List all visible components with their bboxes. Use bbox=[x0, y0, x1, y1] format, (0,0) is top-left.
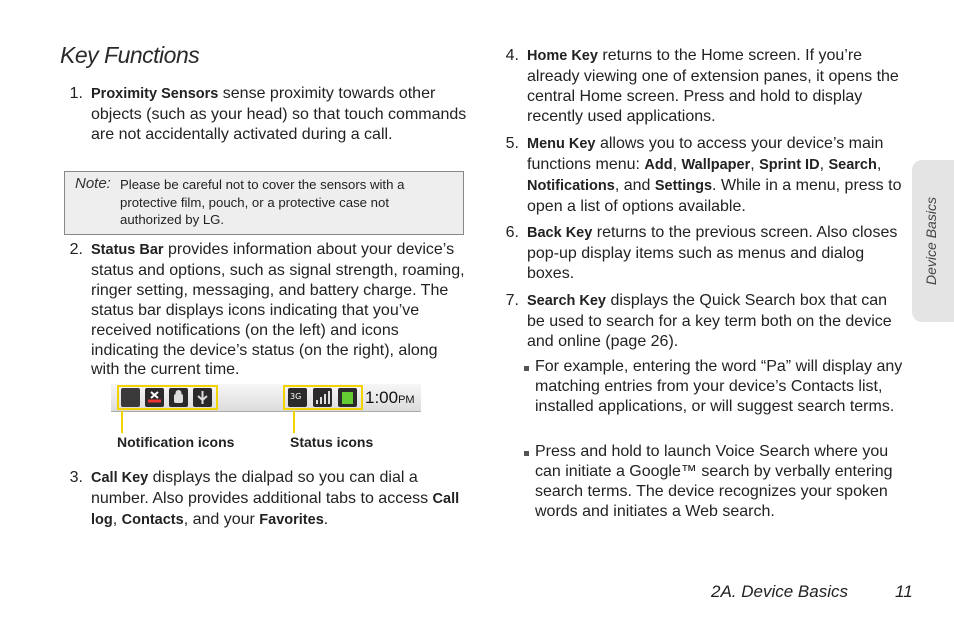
item-number: 2. bbox=[69, 241, 83, 258]
svg-text:3G: 3G bbox=[290, 392, 302, 401]
bullet-item: Press and hold to launch Voice Search where you can initiate a Google™ search by verbally entering search terms. The device recognizes your spoken words and initiates a Web search. bbox=[535, 442, 907, 522]
search-keyword: Search bbox=[828, 156, 877, 173]
list-item-call-key: 3. Call Key displays the dialpad so you can dial a number. Also provides additional tabs to access Call log, Contacts, and your Favorites. bbox=[69, 468, 469, 531]
item-keyword: Home Key bbox=[527, 48, 598, 64]
item-text: returns to the previous screen. Also closes pop-up display items such as menus and dialog boxes. bbox=[527, 224, 898, 282]
list-item-status-bar bbox=[69, 240, 469, 380]
page-number: 11 bbox=[895, 582, 913, 601]
status-callout-line bbox=[293, 411, 295, 433]
item-text: provides information about your device’s status and options, such as signal strength, roaming, ringer setting, messaging, and battery charge. The status bar displays icons indicating that you’ve received notifications (on the left) and icons indicating the device’s status (on the right), along with the current time. bbox=[91, 241, 465, 379]
note-box bbox=[64, 171, 464, 235]
item-keyword: Back Key bbox=[527, 225, 593, 241]
status-time: 1:00PM bbox=[365, 388, 415, 407]
call-log-keyword: Call log bbox=[91, 490, 460, 528]
item-number: 7. bbox=[505, 292, 519, 309]
wallpaper-keyword: Wallpaper bbox=[681, 156, 751, 173]
bullet-marker bbox=[524, 451, 529, 456]
item-number: 5. bbox=[505, 135, 519, 152]
favorites-keyword: Favorites bbox=[259, 511, 324, 528]
bullet-marker bbox=[524, 366, 529, 371]
notification-callout-line bbox=[121, 411, 123, 433]
contacts-keyword: Contacts bbox=[121, 511, 184, 528]
android-debug-icon bbox=[169, 388, 188, 407]
item-text: displays the Quick Search box that can be used to search for a key term both on the device and online (page 26). bbox=[527, 292, 892, 350]
bullet-item: For example, entering the word “Pa” will display any matching entries from your device’s Contacts list, installed applications, or will suggest search terms. bbox=[535, 357, 907, 417]
item-text: sense proximity towards other objects (such as your head) so that touch commands are not accidentally activated during a call. bbox=[91, 85, 467, 143]
signal-strength-icon bbox=[313, 388, 332, 407]
add-keyword: Add bbox=[644, 156, 673, 173]
list-item-proximity-sensors bbox=[69, 84, 469, 145]
item-keyword: Search Key bbox=[527, 293, 606, 309]
missed-call-icon bbox=[145, 388, 164, 407]
item-number: 6. bbox=[505, 224, 519, 241]
page-title: Key Functions bbox=[60, 42, 200, 68]
list-item-search-key bbox=[505, 291, 905, 352]
sprint-id-keyword: Sprint ID bbox=[759, 156, 820, 173]
footer-section-title: 2A. Device Basics bbox=[711, 582, 848, 601]
settings-keyword: Settings bbox=[654, 177, 713, 194]
item-number: 1. bbox=[69, 85, 83, 102]
item-keyword: Proximity Sensors bbox=[91, 86, 219, 102]
item-keyword: Call Key bbox=[91, 470, 149, 486]
item-number: 3. bbox=[69, 469, 83, 486]
status-bar-illustration bbox=[111, 384, 421, 412]
3g-icon bbox=[288, 388, 307, 407]
list-item-menu-key: 5. Menu Key allows you to access your device’s main functions menu: Add, Wallpaper, Sprint ID, Search, Notifications, and Settings. While in a menu, press to open a list of options available. bbox=[505, 134, 905, 217]
item-number: 4. bbox=[505, 47, 519, 64]
list-item-back-key bbox=[505, 223, 905, 284]
notifications-keyword: Notifications bbox=[527, 177, 615, 194]
note-label: Note: bbox=[75, 175, 111, 192]
battery-icon bbox=[338, 388, 357, 407]
item-text: returns to the Home screen. If you’re already viewing one of extension panes, it opens the central Home screen. Press and hold to display recently used applications. bbox=[527, 47, 899, 125]
usb-icon bbox=[193, 388, 212, 407]
notification-icons-label: Notification icons bbox=[117, 434, 235, 450]
item-keyword: Menu Key bbox=[527, 136, 596, 152]
side-tab-label: Device Basics bbox=[923, 197, 939, 285]
item-keyword: Status Bar bbox=[91, 242, 164, 258]
status-icons-label: Status icons bbox=[290, 434, 374, 450]
note-text: Please be careful not to cover the sensors with a protective film, pouch, or a protective case not authorized by LG. bbox=[120, 177, 405, 227]
sd-card-icon bbox=[121, 388, 140, 407]
list-item-home-key bbox=[505, 46, 905, 127]
